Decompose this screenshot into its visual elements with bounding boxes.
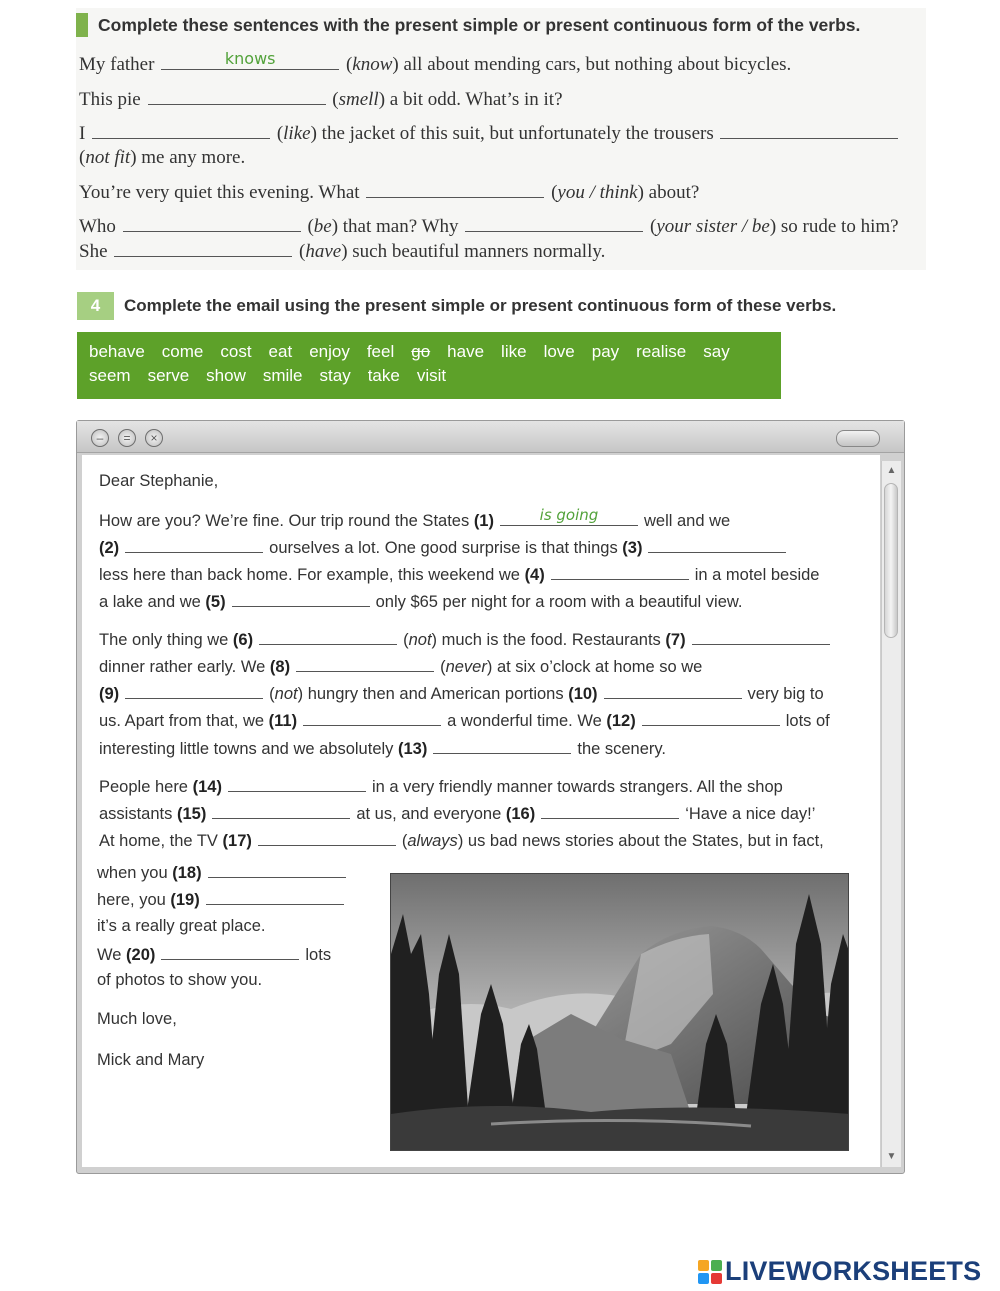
ex3-blank-3[interactable]: [92, 121, 270, 139]
scroll-down-icon[interactable]: ▼: [886, 1151, 897, 1162]
ex3-sentence-6: She (have) such beautiful manners normally.: [79, 241, 606, 262]
verb-eat: eat: [268, 342, 293, 361]
email-blank-2[interactable]: [125, 537, 263, 553]
ex3-sentence-4: You’re very quiet this evening. What (you / think) about?: [79, 182, 700, 203]
verb-like: like: [501, 342, 527, 361]
ex3-blank-7[interactable]: [465, 214, 643, 232]
email-blank-18[interactable]: [208, 862, 346, 878]
verb-say: say: [703, 342, 730, 361]
email-line-14: here, you (19): [97, 889, 350, 910]
verb-love: love: [543, 342, 575, 361]
verb-enjoy: enjoy: [309, 342, 350, 361]
email-blank-11[interactable]: [303, 710, 441, 726]
email-blank-8[interactable]: [296, 656, 434, 672]
verb-stay: stay: [319, 366, 351, 385]
email-line-15: it’s a really great place.: [97, 917, 266, 935]
verb-seem: seem: [89, 366, 131, 385]
email-line-9: interesting little towns and we absolutely (13) the scenery.: [99, 740, 667, 758]
verb-pay: pay: [591, 342, 620, 361]
verb-behave: behave: [89, 342, 145, 361]
vertical-scrollbar[interactable]: [881, 461, 901, 1167]
email-line-16: We (20) lots: [97, 946, 332, 964]
scroll-up-icon[interactable]: ▲: [886, 465, 897, 476]
email-line-7: (9) (not) hungry then and American portions (10) very big to: [99, 685, 824, 703]
email-blank-3[interactable]: [648, 537, 786, 553]
email-greeting: Dear Stephanie,: [99, 472, 219, 490]
email-blank-7[interactable]: [692, 629, 830, 645]
verb-row-2: [89, 364, 769, 388]
email-line-4: a lake and we (5) only $65 per night for a room with a beautiful view.: [99, 593, 743, 611]
exercise-3-title: Complete these sentences with the present simple or present continuous form of the verbs.: [98, 14, 861, 35]
email-line-3: less here than back home. For example, this weekend we (4) in a motel beside: [99, 566, 820, 584]
ex3-sentence-5: Who (be) that man? Why (your sister / be) so rude to him?: [79, 216, 899, 237]
email-signature: Mick and Mary: [97, 1051, 205, 1069]
landscape-photo: [390, 873, 849, 1151]
window-titlebar: [77, 421, 904, 453]
verb-word-box: [77, 332, 781, 399]
email-blank-16[interactable]: [541, 803, 679, 819]
brand-name: LIVEWORKSHEETS: [725, 1256, 982, 1286]
ex3-sentence-1: My father knows (know) all about mending cars, but nothing about bicycles.: [79, 49, 792, 75]
email-closing: Much love,: [97, 1010, 177, 1028]
email-blank-4[interactable]: [551, 564, 689, 580]
email-line-8: us. Apart from that, we (11) a wonderful time. We (12) lots of: [99, 712, 830, 730]
verb-feel: feel: [366, 342, 395, 361]
minimize-icon[interactable]: –: [91, 429, 109, 447]
ex3-sentence-3-cont: (not fit) me any more.: [79, 147, 246, 168]
ex3-blank-4[interactable]: [720, 121, 898, 139]
email-line-13: when you (18): [97, 862, 352, 883]
email-blank-6[interactable]: [259, 629, 397, 645]
ex3-sentence-2: This pie (smell) a bit odd. What’s in it?: [79, 89, 563, 110]
verb-show: show: [206, 366, 246, 385]
close-icon[interactable]: ×: [145, 429, 163, 447]
verb-go: go: [411, 342, 431, 361]
exercise-4-title: Complete the email using the present simple or present continuous form of these verbs.: [124, 296, 837, 315]
scroll-thumb[interactable]: [884, 483, 898, 638]
verb-have: have: [447, 342, 485, 361]
email-blank-17[interactable]: [258, 830, 396, 846]
ex3-blank-1[interactable]: knows: [161, 52, 339, 70]
email-line-17: of photos to show you.: [97, 971, 263, 989]
email-blank-20[interactable]: [161, 944, 299, 960]
ex3-blank-8[interactable]: [114, 239, 292, 257]
verb-serve: serve: [147, 366, 190, 385]
ex3-blank-2[interactable]: [148, 87, 326, 105]
email-line-11: assistants (15) at us, and everyone (16) ‘Have a nice day!’: [99, 805, 816, 823]
verb-visit: visit: [416, 366, 447, 385]
email-line-5: The only thing we (6) (not) much is the food. Restaurants (7): [99, 629, 836, 650]
maximize-icon[interactable]: =: [118, 429, 136, 447]
ex3-blank-6[interactable]: [123, 214, 301, 232]
email-line-1: How are you? We’re fine. Our trip round the States (1) is going well and we: [99, 506, 731, 530]
verb-smile: smile: [262, 366, 303, 385]
email-blank-12[interactable]: [642, 710, 780, 726]
email-blank-5[interactable]: [232, 591, 370, 607]
email-blank-1[interactable]: is going: [500, 510, 638, 526]
verb-row-1: [89, 340, 769, 364]
liveworksheets-logo: [698, 1256, 981, 1287]
exercise-4-header: [77, 292, 836, 320]
exercise-3-header: [76, 12, 860, 38]
verb-realise: realise: [636, 342, 687, 361]
exercise-4-number: 4: [77, 292, 114, 320]
exercise-3-marker: [76, 13, 88, 37]
email-blank-13[interactable]: [433, 738, 571, 754]
toolbar-toggle-button[interactable]: [836, 430, 880, 447]
email-blank-14[interactable]: [228, 776, 366, 792]
email-line-12: At home, the TV (17) (always) us bad news stories about the States, but in fact,: [99, 832, 824, 850]
ex3-sentence-3: I (like) the jacket of this suit, but unfortunately the trousers: [79, 121, 900, 145]
email-line-10: People here (14) in a very friendly manner towards strangers. All the shop: [99, 778, 783, 796]
email-blank-15[interactable]: [212, 803, 350, 819]
verb-cost: cost: [220, 342, 252, 361]
email-line-2: (2) ourselves a lot. One good surprise is that things (3): [99, 537, 792, 558]
ex3-blank-5[interactable]: [366, 180, 544, 198]
exercise-3-panel: [76, 8, 926, 270]
verb-come: come: [161, 342, 204, 361]
logo-mark-icon: [698, 1260, 722, 1284]
email-blank-10[interactable]: [604, 683, 742, 699]
email-blank-19[interactable]: [206, 889, 344, 905]
email-blank-9[interactable]: [125, 683, 263, 699]
email-line-6: dinner rather early. We (8) (never) at six o’clock at home so we: [99, 658, 703, 676]
verb-take: take: [367, 366, 400, 385]
